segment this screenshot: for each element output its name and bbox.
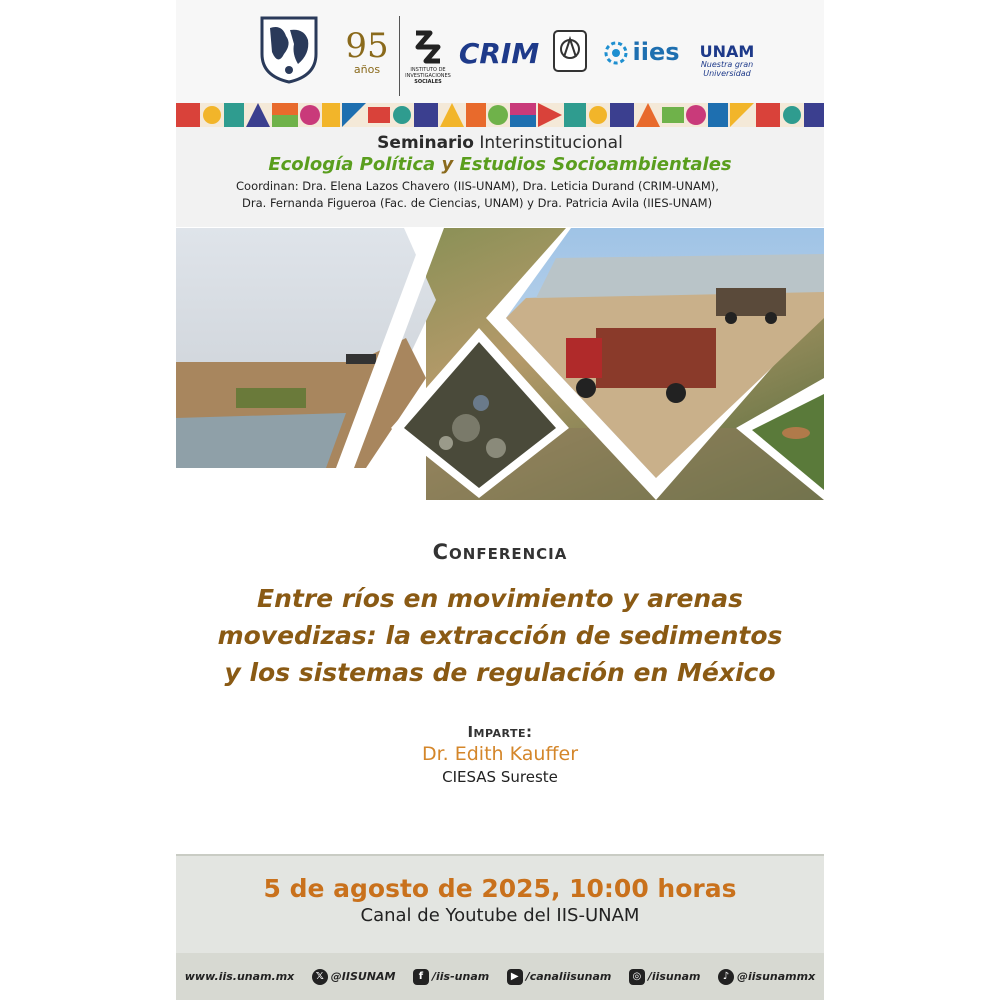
title-line2: movedizas: la extracción de sedimentos [217,621,783,650]
instagram-link[interactable] [629,969,701,985]
unam-shield-logo [254,14,324,84]
website-link[interactable]: www.iis.unam.mx [184,970,295,983]
poster [176,0,824,1000]
title-line1: Entre ríos en movimiento y arenas [257,584,743,613]
photo-collage [176,228,824,500]
seminar-title [176,133,824,153]
crim-logo [459,36,539,70]
unam-text: UNAM [699,42,755,61]
title-line3: y los sistemas de regulación en México [224,658,776,687]
decorative-pattern-band [176,103,824,127]
event-type: Conferencia [432,540,568,564]
topic-part1: Ecología Política [268,154,436,175]
topic-part2: Estudios Socioambientales [459,154,732,175]
coordinators-line2: Dra. Fernanda Figueroa (Fac. de Ciencias, UNAM) y Dra. Patricia Avila (IIES-UNAM) [242,196,713,210]
logo-strip [176,0,824,103]
iies-text: iies [632,38,680,66]
unam-slogan-line1: Nuestra gran [700,60,754,69]
tiktok-icon: ♪ [718,969,734,985]
conference-info [176,540,824,786]
tiktok-link[interactable] [718,969,815,985]
youtube-icon: ▶ [507,969,523,985]
unam-slogan-line2: Universidad [703,69,751,78]
instagram-handle: /iisunam [647,970,701,983]
x-icon: 𝕏 [312,969,328,985]
instagram-icon: ◎ [629,969,645,985]
conference-title [176,580,824,691]
seminar-header [176,127,824,227]
iies-logo [598,30,684,74]
anniversary-95-logo [332,22,402,82]
iis-mark-icon [408,27,448,67]
event-channel: Canal de Youtube del IIS-UNAM [360,905,640,926]
youtube-link[interactable] [507,969,612,985]
seminar-bold: Seminario [377,133,474,153]
iis-line2: INVESTIGACIONES [405,73,451,79]
speaker-institution: CIESAS Sureste [442,768,558,786]
seminar-rest: Interinstitucional [473,133,623,153]
coordinators [176,178,824,212]
iies-mark-icon [602,35,630,69]
iis-line3: SOCIALES [414,79,442,85]
social-footer [176,953,824,1000]
tiktok-handle: @iisunammx [736,970,816,983]
speaker-name: Dr. Edith Kauffer [421,743,579,765]
ciencias-logo [548,26,592,76]
topic-connector: y [435,154,460,175]
anniversary-number: 95 [345,25,389,66]
coordinators-line1: Coordinan: Dra. Elena Lazos Chavero (IIS-UNAM), Dra. Leticia Durand (CRIM-UNAM), [236,179,719,193]
anniversary-word: años [353,62,381,76]
youtube-handle: /canaliisunam [525,970,612,983]
iis-logo [399,16,456,96]
iis-line1: INSTITUTO DE [410,67,446,73]
facebook-icon: f [413,969,429,985]
facebook-handle: /iis-unam [431,970,490,983]
crim-text: CRIM [458,36,540,70]
unam-slogan-logo [694,38,760,84]
x-handle: @IISUNAM [330,970,396,983]
x-link[interactable] [312,969,396,985]
date-band [176,854,824,954]
event-datetime: 5 de agosto de 2025, 10:00 horas [263,874,737,903]
facebook-link[interactable] [413,969,489,985]
seminar-topic [176,154,824,175]
quarry-river-photo [176,228,436,500]
speaker-label: Imparte: [467,723,533,741]
